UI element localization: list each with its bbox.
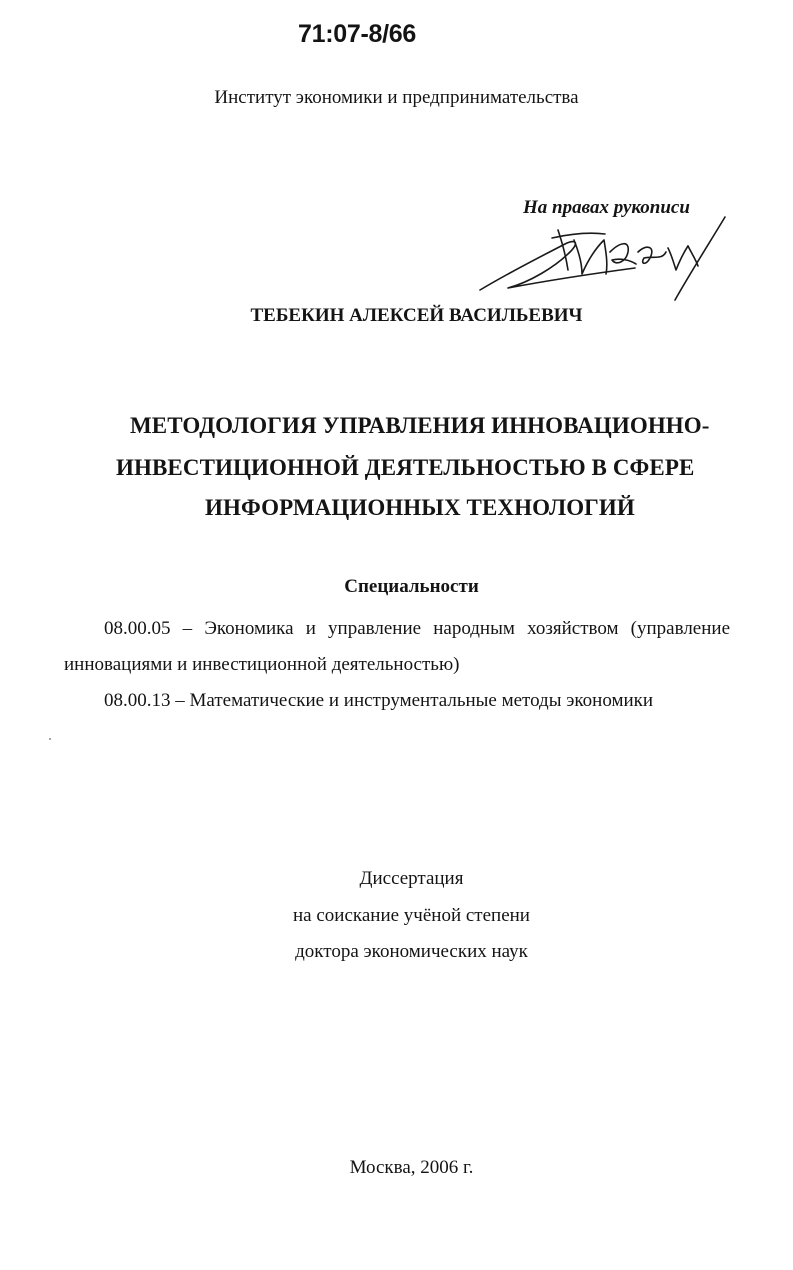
degree-line-1: Диссертация (359, 868, 464, 889)
scan-speck (49, 738, 51, 740)
dissertation-title-line-1: МЕТОДОЛОГИЯ УПРАВЛЕНИЯ ИННОВАЦИОННО- (130, 413, 710, 438)
city-and-year: Москва, 2006 г. (349, 1157, 474, 1178)
institute-name: Институт экономики и предпринимательства (214, 87, 579, 108)
author-name: ТЕБЕКИН АЛЕКСЕЙ ВАСИЛЬЕВИЧ (250, 305, 583, 326)
degree-line-2: на соискание учёной степени (293, 905, 530, 926)
degree-line-3: доктора экономических наук (295, 941, 528, 962)
specialty-1-line-2: инновациями и инвестиционной деятельностью) (64, 654, 460, 675)
specialties-heading: Специальности (344, 576, 479, 597)
specialties-list (64, 611, 730, 719)
specialty-2-line-1: 08.00.13 – Математические и инструментальные методы экономики (104, 690, 654, 711)
specialty-item (64, 611, 730, 683)
handwritten-signature (470, 212, 740, 302)
catalog-code: 71:07-8/66 (298, 20, 416, 48)
manuscript-rights-note: На правах рукописи (523, 197, 690, 218)
specialty-item (64, 683, 730, 719)
specialty-1-line-1: 08.00.05 – Экономика и управление народным хозяйством (управление (104, 618, 730, 639)
dissertation-title-line-2: ИНВЕСТИЦИОННОЙ ДЕЯТЕЛЬНОСТЬЮ В СФЕРЕ (116, 455, 695, 480)
dissertation-title-line-3: ИНФОРМАЦИОННЫХ ТЕХНОЛОГИЙ (205, 495, 635, 520)
